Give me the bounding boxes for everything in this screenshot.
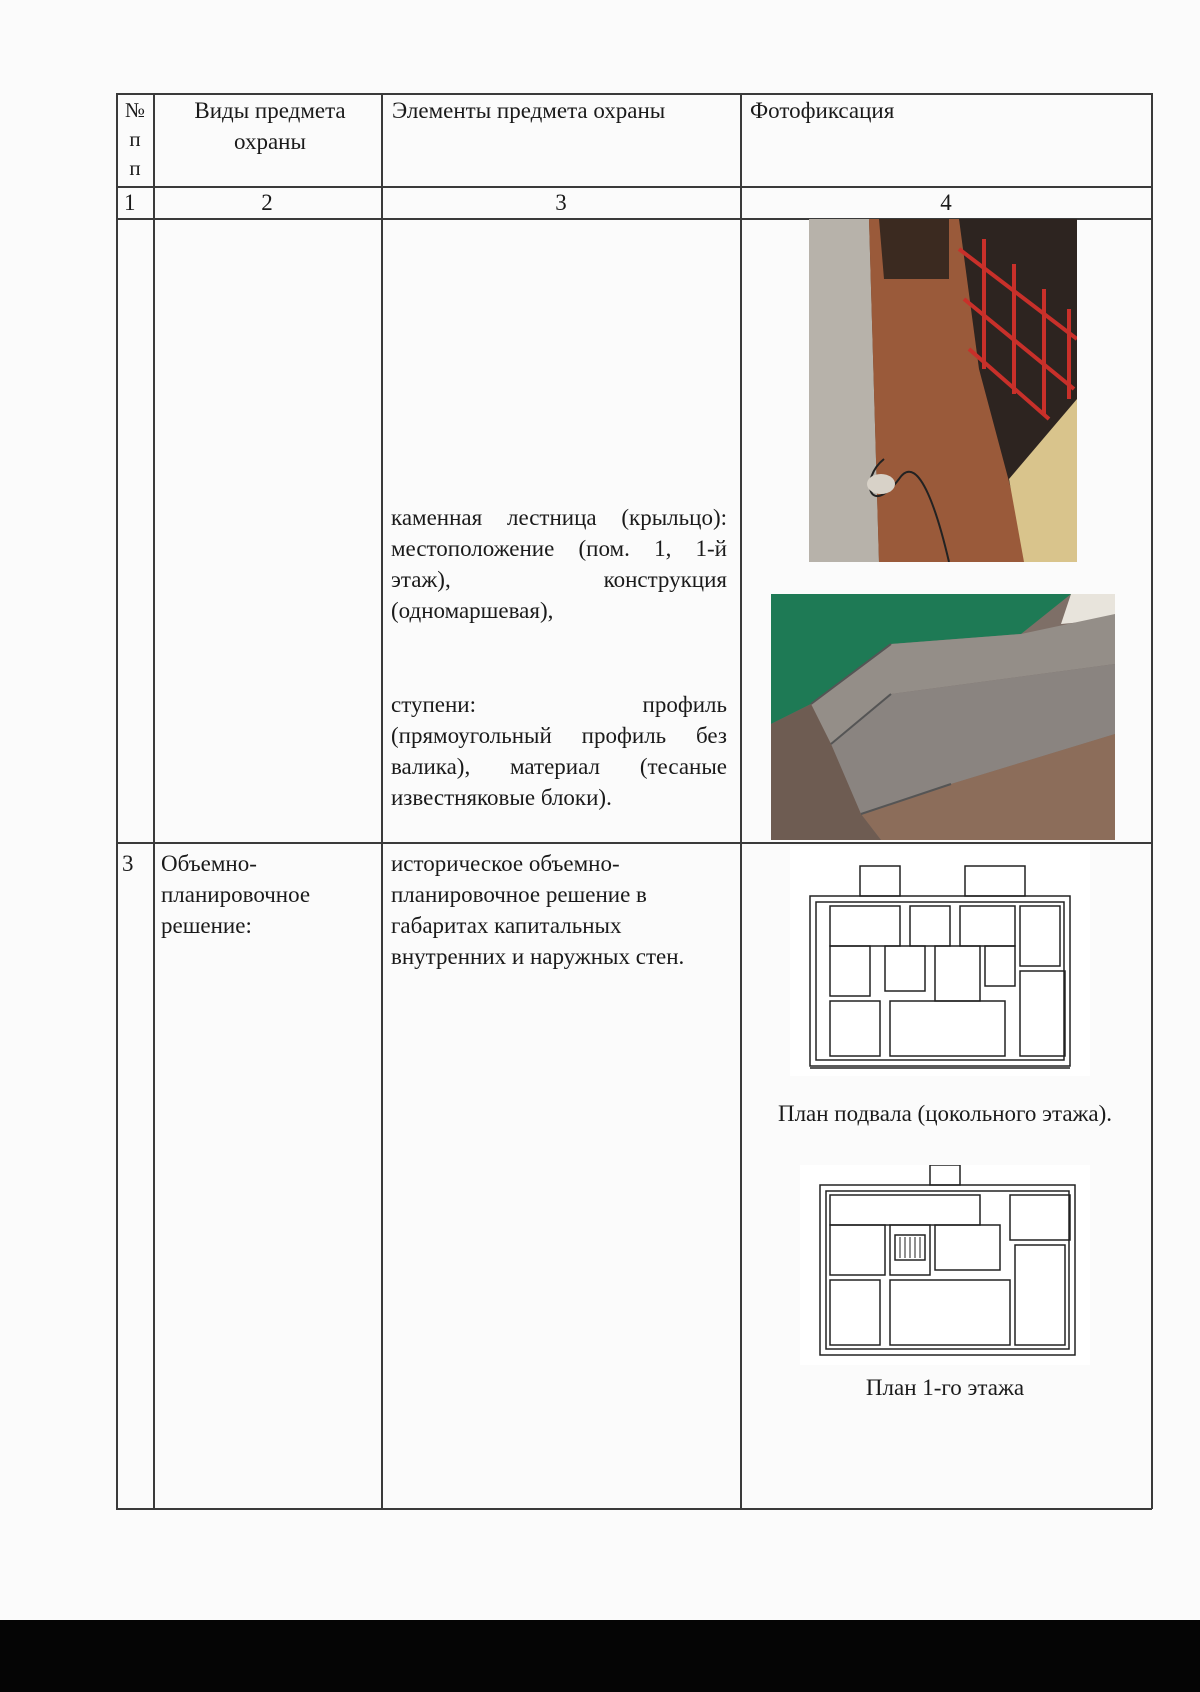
- steps-description: ступени: профиль (прямоугольный профиль без валика), материал (тесаные известняковые блоки).: [391, 692, 727, 810]
- row-number-3: 3: [122, 851, 134, 876]
- column-number-4: 4: [940, 190, 952, 215]
- stairs-corridor-photo: [809, 219, 1077, 562]
- column-number-3: 3: [555, 190, 567, 215]
- header-col-photo: Фотофиксация: [750, 98, 895, 123]
- basement-plan-drawing: [790, 846, 1090, 1076]
- first-floor-plan-caption: План 1-го этажа: [865, 1375, 1025, 1400]
- header-col-number-line: п: [129, 156, 141, 180]
- planning-kind: Объемно-планировочное решение:: [161, 851, 311, 938]
- stone-steps-photo: [771, 594, 1115, 840]
- header-col-elements: Элементы предмета охраны: [392, 98, 666, 123]
- header-col-kind: Виды предмета охраны: [194, 98, 346, 154]
- first-floor-plan-drawing: [800, 1165, 1090, 1365]
- scan-bottom-band: [0, 1620, 1200, 1692]
- column-number-1: 1: [124, 190, 136, 215]
- basement-plan-caption: План подвала (цокольного этажа).: [777, 1101, 1113, 1126]
- header-col-number-line: п: [129, 127, 141, 151]
- column-number-2: 2: [261, 190, 273, 215]
- stairs-description: каменная лестница (крыльцо): местоположение (пом. 1, 1-й этаж), конструкция (одномаршевая),: [391, 505, 727, 623]
- planning-element: историческое объемно-планировочное решение в габаритах капитальных внутренних и наружных стен.: [391, 851, 685, 969]
- header-col-number: [117, 96, 153, 183]
- header-col-number-line: №: [124, 98, 146, 122]
